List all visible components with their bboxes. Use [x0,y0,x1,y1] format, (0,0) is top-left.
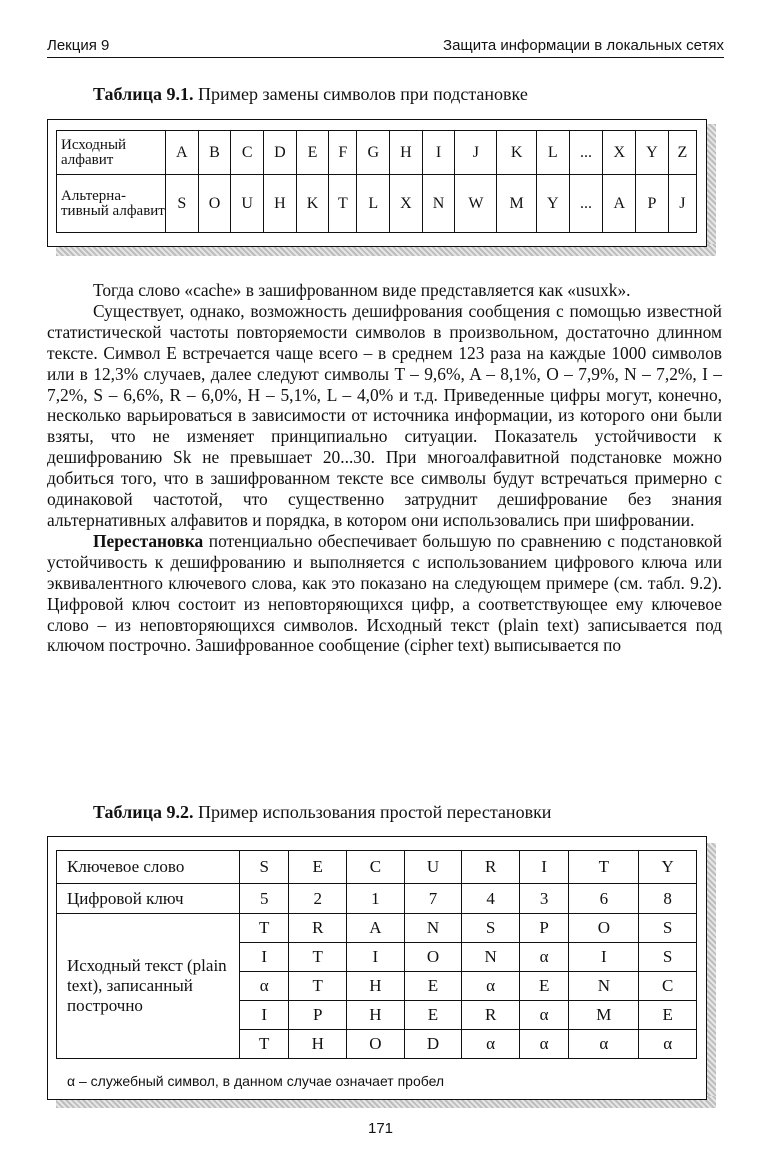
table1-cell: E [296,131,329,175]
table2-cell: I [240,1001,289,1030]
table2-cell: C [347,851,405,884]
table2-cell: N [569,972,639,1001]
table1-cell: T [329,175,357,233]
table2-cell: O [404,943,462,972]
table2-cell: N [404,914,462,943]
table2-cell: P [289,1001,347,1030]
running-header [47,37,724,58]
table2-cell: S [639,914,697,943]
table2-cell: 3 [519,884,568,914]
table1-cell: L [536,131,569,175]
table2-cell: E [404,1001,462,1030]
table1-cell: N [422,175,455,233]
table2-cell: H [347,1001,405,1030]
table1 [56,130,697,233]
table1-cell: I [422,131,455,175]
table1-cell: Y [636,131,669,175]
table2-plain-row [57,914,697,943]
table1-cell: H [264,175,297,233]
page-number: 171 [367,1120,394,1137]
table2-cell: O [569,914,639,943]
table1-cell: F [329,131,357,175]
table1-frame [47,119,707,247]
table1-cell: H [390,131,423,175]
table2-cell: I [519,851,568,884]
table1-cell: X [603,131,636,175]
table2-caption-text: Пример использования простой перестановки [193,802,552,822]
table2-cell: α [519,1030,568,1059]
table1-cell: W [455,175,497,233]
table1-cell: U [231,175,264,233]
table1-cell: B [198,131,231,175]
table1-caption-text: Пример замены символов при подстановке [193,84,528,104]
table2-cell: I [240,943,289,972]
table2-digit-label: Цифровой ключ [57,884,240,914]
table2-cell: O [347,1030,405,1059]
body-text [47,280,722,656]
table2-cell: 1 [347,884,405,914]
table1-row1-label: Исходный алфавит [57,131,166,175]
table2-cell: S [639,943,697,972]
table2-row-keyword [57,851,697,884]
table1-cell: Y [536,175,569,233]
table1-cell: M [497,175,537,233]
paragraph-3-text: потенциально обеспечивает большую по сравнению с подстановкой устойчивость к дешифрованию и выполняется с использованием цифрового ключа или эквивалентного ключевого слова, как это показано на следующем примере (см. табл. 9.2). Цифровой ключ состоит из неповторяющихся цифр, а соответствующее ему ключевое слово – из неповторяющихся символов. Исходный текст (plain text) записывается под ключом построчно. Зашифрованное сообщение (cipher text) выписывается по [47,530,722,656]
table2-cell: H [289,1030,347,1059]
table2-cell: Y [639,851,697,884]
table2-cell: U [404,851,462,884]
table2-footnote: α – служебный символ, в данном случае означает пробел [67,1073,445,1089]
table2-cell: 7 [404,884,462,914]
table1-cell: O [198,175,231,233]
table2-cell: I [569,943,639,972]
table2-cell: R [289,914,347,943]
table2-cell: D [404,1030,462,1059]
paragraph-3 [47,531,722,656]
table1-cell: L [357,175,390,233]
table2-cell: S [462,914,520,943]
table2-cell: 6 [569,884,639,914]
table1-cell: J [455,131,497,175]
table1-cell: S [166,175,199,233]
header-title: Защита информации в локальных сетях [443,37,724,54]
table2-cell: M [569,1001,639,1030]
table2-cell: A [347,914,405,943]
table2-cell: α [240,972,289,1001]
paragraph-1: Тогда слово «cache» в зашифрованном виде представляется как «usuxk». [93,280,631,300]
table2-cell: E [404,972,462,1001]
table2-cell: H [347,972,405,1001]
table2-cell: T [240,1030,289,1059]
table1-cell: X [390,175,423,233]
table1-cell: A [166,131,199,175]
table2-frame [47,836,707,1100]
table2-cell: T [569,851,639,884]
table2-cell: 2 [289,884,347,914]
table1-cell: K [296,175,329,233]
table2-cell: R [462,1001,520,1030]
table2-cell: I [347,943,405,972]
table1-cell: Z [668,131,696,175]
header-lecture: Лекция 9 [47,37,110,54]
table1-cell: J [668,175,696,233]
table2-cell: α [569,1030,639,1059]
table2-cell: S [240,851,289,884]
table2-cell: α [519,1001,568,1030]
table2-caption-label: Таблица 9.2. [93,802,194,822]
table2-cell: T [240,914,289,943]
table1-caption [93,84,528,105]
table2-cell: E [639,1001,697,1030]
table2-cell: E [519,972,568,1001]
paragraph-2: Существует, однако, возможность дешифрования сообщения с помощью известной статистической частоты повторяемости символов в произвольном, достаточно длинном тексте. Символ E встречается чаще всего – в среднем 123 раза на каждые 1000 символов или в 12,3% случаев, далее следуют символы T – 9,6%, A – 8,1%, O – 7,9%, N – 7,2%, I – 7,2%, S – 6,6%, R – 6,0%, H – 5,1%, L – 4,0% и т.д. Приведенные цифры могут, конечно, несколько варьироваться в зависимости от источника информации, из которого они были взяты, что не изменяет принципиально ситуации. Показатель устойчивости к дешифрованию Sk не превышает 20...30. При многоалфавитной подстановке можно добиться того, что в зашифрованном тексте все символы будут встречаться примерно с одинаковой частотой, что существенно затруднит дешифрование без знания альтернативных алфавитов и порядка, в котором они использовались при шифровании. [47,300,722,530]
table2-cell: α [462,972,520,1001]
table1-cell: P [636,175,669,233]
table1-cell: K [497,131,537,175]
table2-cell: 8 [639,884,697,914]
table2-cell: R [462,851,520,884]
table2-row-digits [57,884,697,914]
table2-cell: P [519,914,568,943]
table1-caption-label: Таблица 9.1. [93,84,194,104]
table2 [56,850,697,1059]
table1-cell: G [357,131,390,175]
table2-cell: α [519,943,568,972]
table1-row-alternative [57,175,697,233]
table2-cell: α [462,1030,520,1059]
table2-cell: 5 [240,884,289,914]
table2-cell: T [289,972,347,1001]
table2-keyword-label: Ключевое слово [57,851,240,884]
table2-caption [93,802,551,823]
table2-cell: 4 [462,884,520,914]
table2-cell: C [639,972,697,1001]
table1-row-source [57,131,697,175]
table2-cell: N [462,943,520,972]
term-permutation: Перестановка [93,530,204,551]
table2-plain-label: Исходный текст (plain text), записанный построчно [57,914,240,1059]
table1-cell: D [264,131,297,175]
table1-cell: ... [569,131,603,175]
table2-cell: T [289,943,347,972]
table1-cell: A [603,175,636,233]
table2-cell: α [639,1030,697,1059]
table1-cell: ... [569,175,603,233]
table1-row2-label: Альтерна-тивный алфавит [57,175,166,233]
table2-cell: E [289,851,347,884]
table1-cell: C [231,131,264,175]
